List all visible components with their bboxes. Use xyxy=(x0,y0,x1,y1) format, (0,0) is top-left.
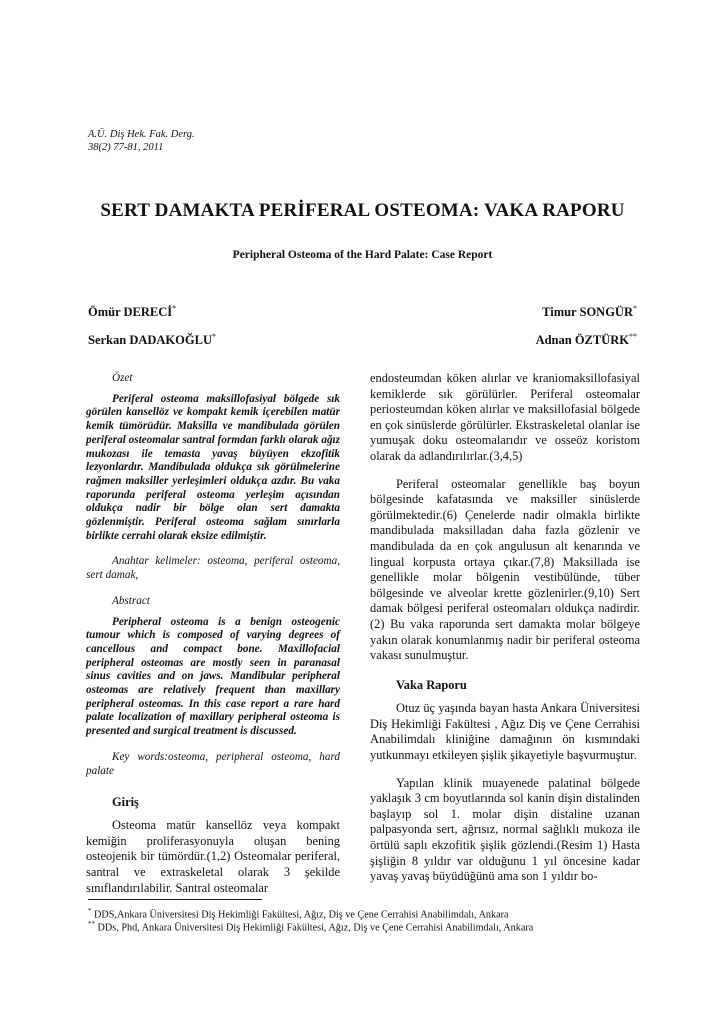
abstract-text: Peripheral osteoma is a benign osteogenic tumour which is composed of varying degrees of cancellous and compact bone. Maxillofacial peripheral osteomas are mostly seen in paranasal sinus cavities and on jaws. Mandibular peripheral osteomas are relatively frequent than maxillary peripheral osteomas. In this case report a rare hard palate localization of maxillary peripheral osteoma is presented and surgical treatment is discussed. xyxy=(86,615,340,738)
abstract-label: Abstract xyxy=(112,594,150,607)
section-heading-giris: Giriş xyxy=(112,795,139,810)
author-name: Ömür DERECİ xyxy=(88,305,173,320)
footnote-mark: * xyxy=(88,907,92,915)
journal-issue: 38(2) 77-81, 2011 xyxy=(88,142,164,153)
author-mark: ** xyxy=(629,332,637,341)
ozet-keywords: Anahtar kelimeler: osteoma, periferal osteoma, sert damak, xyxy=(86,555,340,582)
section-heading-vaka: Vaka Raporu xyxy=(396,677,467,692)
paragraph: Periferal osteomalar genellikle baş boyun bölgesinde kafatasında ve maksiller sinüslerde görülmektedir.(6) Çenelerde nadir olmakla birlikte mandibulada maksilladan daha fazla gözlenir ve mandibulada da en çok angulusun alt kenarında ve lingual korpusta ortaya çıkar.(7,8) Maksillada ise genellikle molar bölgenin vestibülünde, tüber bölgesinde ve alveolar krette gözlenirler.(9,10) Sert damak bölgesi periferal osteomaları oldukça nadirdir.(2) Bu vaka raporunda sert damakta molar bölgeye yakın olarak konumlanmış nadir bir periferal osteoma vakası sunulmuştur. xyxy=(370,476,640,663)
footnote-mark: ** xyxy=(88,920,95,928)
author-2 xyxy=(88,332,216,348)
right-column xyxy=(370,371,640,885)
ozet-label: Özet xyxy=(112,372,133,384)
article-title: SERT DAMAKTA PERİFERAL OSTEOMA: VAKA RAPORU xyxy=(100,200,625,221)
article-subtitle: Peripheral Osteoma of the Hard Palate: Case Report xyxy=(232,249,493,261)
author-1 xyxy=(88,304,176,320)
author-mark: * xyxy=(172,304,177,313)
paragraph: endosteumdan köken alırlar ve kraniomaksillofasiyal kemiklerde sık görülürler. Periferal osteomalar periosteumdan köken alırlar ve maksillofasial bölgede en çok sinüslerde görülürler. Ekstraskeletal olanlar ise yumuşak doku osteomalarıdır ve osseöz koristom olarak da adlandırılırlar.(3,4,5) xyxy=(370,371,640,463)
author-3 xyxy=(542,304,637,320)
author-mark: * xyxy=(633,304,637,313)
paragraph: Otuz üç yaşında bayan hasta Ankara Üniversitesi Diş Hekimliği Fakültesi , Ağız Diş ve Çene Cerrahisi Anabilimdalı kliniğine damağının ön kısmındaki yutkunmayı etkileyen şişlik şikayetiyle başvurmuştur. xyxy=(370,701,640,763)
left-column xyxy=(86,372,340,897)
author-name: Timur SONGÜR xyxy=(542,305,633,320)
author-4 xyxy=(536,332,637,348)
footnote-divider xyxy=(88,899,262,900)
giris-text: Osteoma matür kansellöz veya kompakt kemiğin proliferasyonuyla oluşan bening osteojenik bir tümördür.(1,2) Osteomalar periferal, santral ve extraskeletal olarak 3 şekilde sınıflandırılabilir. Santral osteomalar xyxy=(86,817,340,895)
footnote-text: DDS,Ankara Üniversitesi Diş Hekimliği Fakültesi, Ağız, Diş ve Çene Cerrahisi Anabilimdalı, Ankara xyxy=(94,909,509,921)
paragraph: Yapılan klinik muayenede palatinal bölgede yaklaşık 3 cm boyutlarında sol kanin dişin distalinden başlayıp sol 1. molar dişin distaline uzanan palpasyonda sert, ağrısız, normal sağlıklı mukoza ile örtülü saplı ekzofitik şişlik gözlendi.(Resim 1) Hasta şişliğin 8 yıldır var olduğunu 1 yıl öncesine kadar yavaş yavaş büyüdüğünü ama son 1 yıldır bo- xyxy=(370,775,640,884)
ozet-text: Periferal osteoma maksillofasiyal bölgede sık görülen kansellöz ve kompakt kemik içerebilen matür kemik tümörüdür. Maksilla ve mandibulada görülen periferal osteomalar santral formdan farklı olarak ağız mukozası ile temasta yavaş büyüyen ekzofitik lezyonlardır. Mandibulada oldukça sık görülmelerine rağmen maksiller yerleşimleri oldukça azdır. Bu vaka raporunda periferal osteoma yerleşim açısından oldukça nadir bir bölge olan sert damakta gözlenmiştir. Periferal osteoma sağlam sınırlarla birlikte cerrahi olarak eksize edilmiştir. xyxy=(86,392,340,542)
author-name: Serkan DADAKOĞLU xyxy=(88,333,212,348)
abstract-keywords: Key words:osteoma, peripheral osteoma, hard palate xyxy=(86,750,340,777)
author-mark: * xyxy=(211,332,216,341)
journal-header xyxy=(88,128,195,154)
journal-name: A.Ü. Diş Hek. Fak. Derg. xyxy=(88,129,195,140)
footnote-2 xyxy=(88,918,533,934)
author-name: Adnan ÖZTÜRK xyxy=(535,333,629,348)
footnote-text: DDs, Phd, Ankara Üniversitesi Diş Hekimliği Fakültesi, Ağız, Diş ve Çene Cerrahisi Anabilimdalı, Ankara xyxy=(97,922,534,934)
